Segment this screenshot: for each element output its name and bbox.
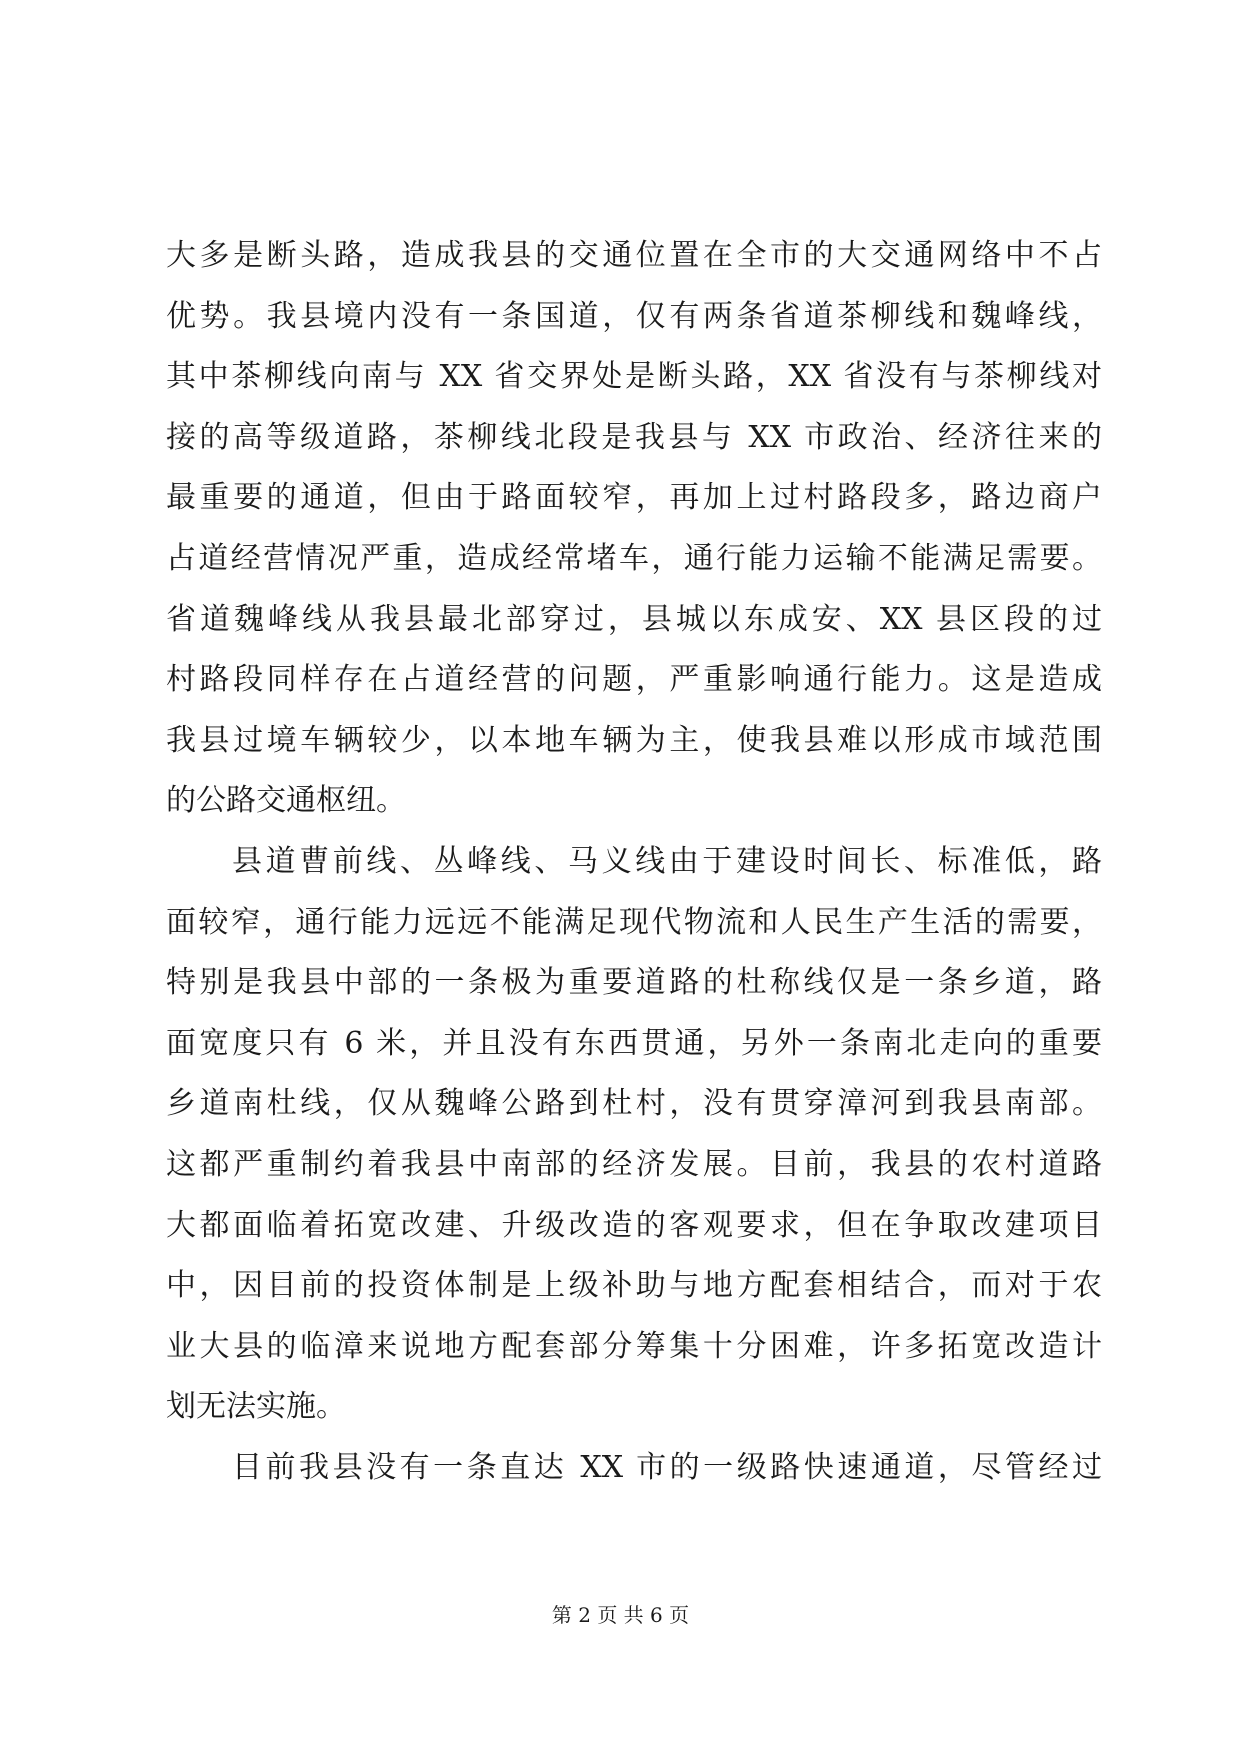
text-line: 的公路交通枢纽。 [166,783,406,819]
text-line: 大都面临着拓宽改建、升级改造的客观要求，但在争取改建项目 [166,1207,1102,1243]
text-line: 接的高等级道路，茶柳线北段是我县与 XX 市政治、经济往来的 [166,419,1102,455]
text-line: 我县过境车辆较少，以本地车辆为主，使我县难以形成市域范围 [166,722,1102,758]
text-line: 特别是我县中部的一条极为重要道路的杜称线仅是一条乡道，路 [166,965,1102,1001]
text-line: 其中茶柳线向南与 XX 省交界处是断头路，XX 省没有与茶柳线对 [166,359,1102,395]
text-line: 村路段同样存在占道经营的问题，严重影响通行能力。这是造成 [166,662,1102,698]
text-line: 乡道南杜线，仅从魏峰公路到杜村，没有贯穿漳河到我县南部。 [166,1086,1102,1122]
text-line: 划无法实施。 [166,1389,346,1425]
text-line: 中，因目前的投资体制是上级补助与地方配套相结合，而对于农 [166,1268,1102,1304]
text-line: 面较窄，通行能力远远不能满足现代物流和人民生产生活的需要， [166,904,1102,940]
text-line: 面宽度只有 6 米，并且没有东西贯通，另外一条南北走向的重要 [166,1025,1102,1061]
text-line: 县道曹前线、丛峰线、马义线由于建设时间长、标准低，路 [232,843,1102,879]
text-line: 省道魏峰线从我县最北部穿过，县城以东成安、XX 县区段的过 [166,601,1102,637]
text-line: 这都严重制约着我县中南部的经济发展。目前，我县的农村道路 [166,1146,1102,1182]
page-footer: 第 2 页 共 6 页 [551,1603,690,1627]
text-line: 业大县的临漳来说地方配套部分筹集十分困难，许多拓宽改造计 [166,1328,1102,1364]
text-line: 优势。我县境内没有一条国道，仅有两条省道茶柳线和魏峰线， [166,298,1102,334]
text-line: 占道经营情况严重，造成经常堵车，通行能力运输不能满足需要。 [166,540,1102,576]
text-line: 大多是断头路，造成我县的交通位置在全市的大交通网络中不占 [166,238,1102,273]
text-line: 最重要的通道，但由于路面较窄，再加上过村路段多，路边商户 [166,480,1102,516]
document-body [166,226,1102,1498]
text-line: 目前我县没有一条直达 XX 市的一级路快速通道，尽管经过 [232,1449,1102,1485]
